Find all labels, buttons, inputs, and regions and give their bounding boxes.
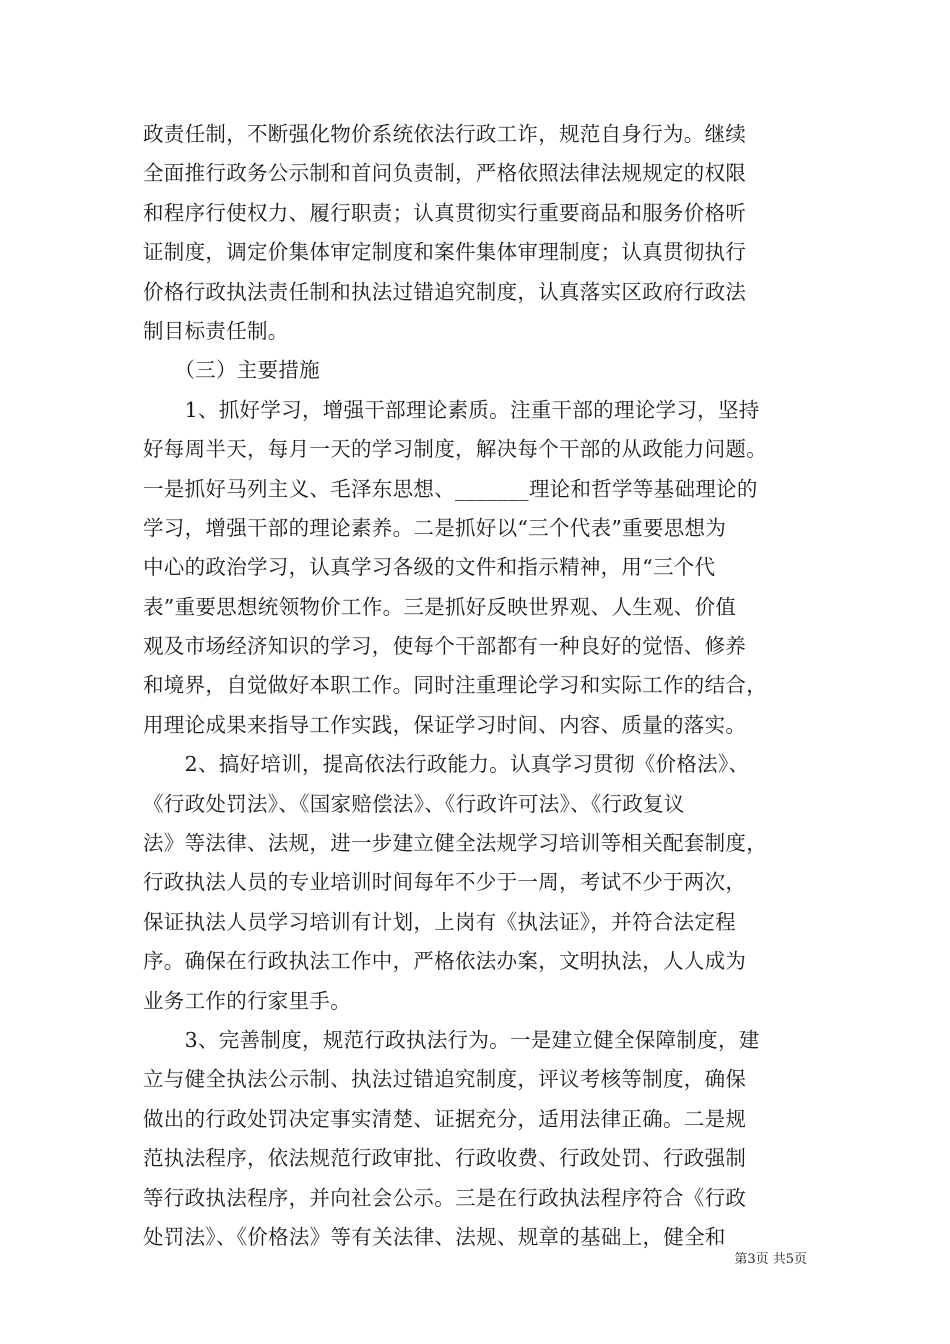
text-line: 业务工作的行家里手。 bbox=[143, 988, 351, 1013]
text-line: 3、完善制度，规范行政执法行为。一是建立健全保障制度，建 bbox=[143, 1027, 760, 1052]
page-number-footer: 第3页 共5页 bbox=[734, 1252, 807, 1267]
text-line: 表”重要思想统领物价工作。三是抓好反映世界观、人生观、价值 bbox=[143, 594, 737, 619]
text-line: 立与健全执法公示制、执法过错追究制度，评议考核等制度，确保 bbox=[143, 1067, 747, 1092]
text-line: 2、搞好培训，提高依法行政能力。认真学习贯彻《价格法》、 bbox=[143, 752, 750, 777]
text-line: 用理论成果来指导工作实践，保证学习时间、内容、质量的落实。 bbox=[143, 712, 747, 737]
text-line: 等行政执法程序，并向社会公示。三是在行政执法程序符合《行政 bbox=[143, 1185, 747, 1210]
text-line: 和程序行使权力、履行职责；认真贯彻实行重要商品和服务价格听 bbox=[143, 200, 747, 225]
text-line: 序。确保在行政执法工作中，严格依法办案，文明执法，人人成为 bbox=[143, 949, 747, 974]
text-line: 全面推行政务公示制和首问负责制，严格依照法律法规规定的权限 bbox=[143, 161, 747, 186]
text-line: 好每周半天，每月一天的学习制度，解决每个干部的从政能力问题。 bbox=[143, 437, 767, 462]
text-line: 做出的行政处罚决定事实清楚、证据充分，适用法律正确。二是规 bbox=[143, 1106, 747, 1131]
text-line: 和境界，自觉做好本职工作。同时注重理论学习和实际工作的结合， bbox=[143, 673, 767, 698]
text-line: 制目标责任制。 bbox=[143, 318, 289, 343]
text-line: 证制度，调定价集体审定制度和案件集体审理制度；认真贯彻执行 bbox=[143, 240, 747, 265]
text-line: 范执法程序，依法规范行政审批、行政收费、行政处罚、行政强制 bbox=[143, 1146, 747, 1171]
text-line: 《行政处罚法》、《国家赔偿法》、《行政许可法》、《行政复议 bbox=[143, 791, 685, 816]
text-line: 观及市场经济知识的学习，使每个干部都有一种良好的觉悟、修养 bbox=[143, 634, 747, 659]
text-line: 法》等法律、法规，进一步建立健全法规学习培训等相关配套制度， bbox=[143, 831, 767, 856]
text-line: 一是抓好马列主义、毛泽东思想、_______理论和哲学等基础理论的 bbox=[143, 476, 758, 501]
text-line: 政责任制，不断强化物价系统依法行政工诈，规范自身行为。继续 bbox=[143, 122, 747, 146]
text-line: 保证执法人员学习培训有计划，上岗有《执法证》，并符合法定程 bbox=[143, 909, 736, 934]
section-heading: （三）主要措施 bbox=[143, 358, 320, 383]
text-line: 价格行政执法责任制和执法过错追究制度，认真落实区政府行政法 bbox=[143, 279, 747, 304]
text-line: 学习，增强干部的理论素养。二是抓好以“三个代表”重要思想为 bbox=[143, 515, 727, 540]
text-line: 处罚法》、《价格法》等有关法律、法规、规章的基础上，健全和 bbox=[143, 1224, 726, 1249]
text-line: 1、抓好学习，增强干部理论素质。注重干部的理论学习，坚持 bbox=[143, 397, 760, 422]
text-line: 行政执法人员的专业培训时间每年不少于一周，考试不少于两次， bbox=[143, 870, 747, 895]
text-line: 中心的政治学习，认真学习各级的文件和指示精神，用“三个代 bbox=[143, 555, 716, 580]
document-body bbox=[143, 115, 815, 1257]
